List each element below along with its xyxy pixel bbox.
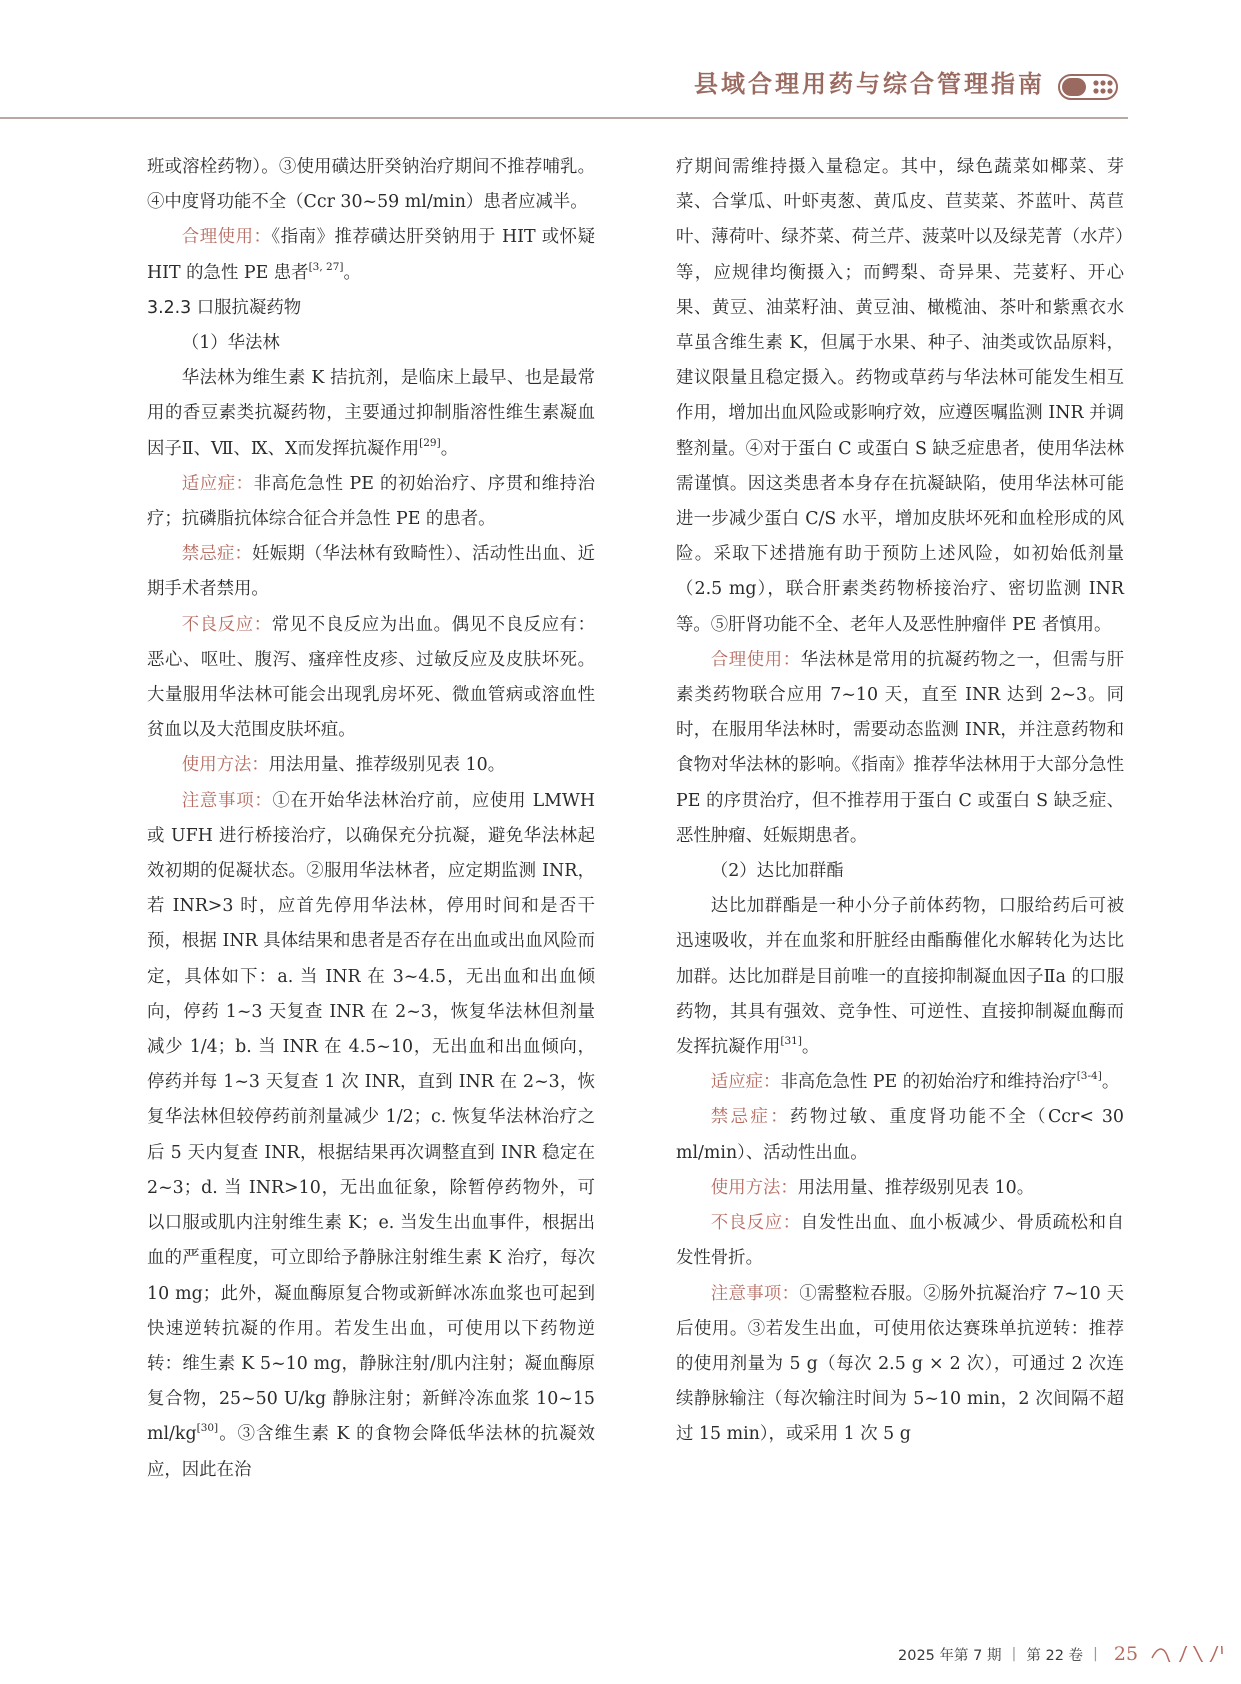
paragraph: 达比加群酯是一种小分子前体药物，口服给药后可被迅速吸收，并在血浆和肝脏经由酯酶催化水解转化为达比加群。达比加群是目前唯一的直接抑制凝血因子Ⅱa 的口服药物，其具有强效、竞争性、可逆性、直接抑制凝血酶而发挥抗凝作用[31]。 (676, 896, 1124, 1058)
journal-logo-icon (1058, 70, 1120, 104)
paragraph-rational-use: 合理使用：华法林是常用的抗凝药物之一，但需与肝素类药物联合应用 7~10 天，直至 INR 达到 2~3。同时，在服用华法林时，需要动态监测 INR，并注意药物和食物对华法林的影响。《指南》推荐华法林用于大部分急性 PE 的序贯治疗，但不推荐用于蛋白 C 或蛋白 S 缺乏症、恶性肿瘤、妊娠期患者。 (676, 649, 1124, 846)
section-label: 合理使用： (181, 227, 272, 248)
paragraph-usage: 使用方法：用法用量、推荐级别见表 10。 (181, 755, 506, 776)
section-label: 禁忌症： (181, 544, 253, 565)
right-column (676, 150, 1124, 1453)
citation: [30] (196, 1422, 219, 1435)
paragraph: 疗期间需维持摄入量稳定。其中，绿色蔬菜如椰菜、芽菜、合掌瓜、叶虾夷葱、黄瓜皮、苣荬菜、芥蓝叶、莴苣叶、薄荷叶、绿芥菜、荷兰芹、菠菜叶以及绿芜菁（水芹）等，应规律均衡摄入；而鳄梨、奇异果、芫荽籽、开心果、黄豆、油菜籽油、黄豆油、橄榄油、茶叶和紫熏衣水草虽含维生素 K，但属于水果、种子、油类或饮品原料，建议限量且稳定摄入。药物或草药与华法林可能发生相互作用，增加出血风险或影响疗效，应遵医嘱监测 INR 并调整剂量。④对于蛋白 C 或蛋白 S 缺乏症患者，使用华法林需谨慎。因这类患者本身存在抗凝缺陷，使用华法林可能进一步减少蛋白 C/S 水平，增加皮肤坏死和血栓形成的风险。采取下述措施有助于预防上述风险，如初始低剂量（2.5 mg），联合肝素类药物桥接治疗、密切监测 INR 等。⑤肝肾功能不全、老年人及恶性肿瘤伴 PE 者慎用。 (676, 157, 1124, 635)
left-column (147, 150, 595, 1488)
paragraph-contraindications: 禁忌症：妊娠期（华法林有致畸性）、活动性出血、近期手术者禁用。 (147, 544, 595, 600)
paragraph: 班或溶栓药物）。③使用磺达肝癸钠治疗期间不推荐哺乳。④中度肾功能不全（Ccr 30~59 ml/min）患者应减半。 (147, 157, 595, 213)
journal-title: 县域合理用药与综合管理指南 (694, 69, 1045, 98)
subsection-heading: 3.2.3 口服抗凝药物 (147, 297, 302, 318)
drug-heading: （2）达比加群酯 (710, 861, 844, 882)
citation: [31] (780, 1035, 802, 1048)
citation: [3-4] (1076, 1070, 1102, 1083)
issue-label: 2025 年第 7 期 (898, 1647, 1002, 1664)
paragraph-rational-use: 合理使用：《指南》推荐磺达肝癸钠用于 HIT 或怀疑 HIT 的急性 PE 患者[3, 27]。 (147, 227, 595, 283)
paragraph-adverse-reactions: 不良反应：自发性出血、血小板减少、骨质疏松和自发性骨折。 (676, 1213, 1124, 1269)
paragraph-precautions: 注意事项：①在开始华法林治疗前，应使用 LMWH 或 UFH 进行桥接治疗，以确保充分抗凝，避免华法林起效初期的促凝状态。②服用华法林者，应定期监测 INR，若 INR>3 时，应首先停用华法林，停用时间和是否干预，根据 INR 具体结果和患者是否存在出血或出血风险而定，具体如下：a. 当 INR 在 3~4.5，无出血和出血倾向，停药 1~3 天复查 INR 在 2~3，恢复华法林但剂量减少 1/4；b. 当 INR 在 4.5~10，无出血和出血倾向，停药并每 1~3 天复查 1 次 INR，直到 INR 在 2~3，恢复华法林但较停药前剂量减少 1/2；c. 恢复华法林治疗之后 5 天内复查 INR，根据结果再次调整直到 INR 稳定在 2~3；d. 当 INR>10，无出血征象，除暂停药物外，可以口服或肌内注射维生素 K；e. 当发生出血事件，根据出血的严重程度，可立即给予静脉注射维生素 K 治疗，每次 10 mg；此外，凝血酶原复合物或新鲜冰冻血浆也可起到快速逆转抗凝的作用。若发生出血，可使用以下药物逆转：维生素 K 5~10 mg，静脉注射/肌内注射；凝血酶原复合物，25~50 U/kg 静脉注射；新鲜冷冻血浆 10~15 ml/kg[30]。③含维生素 K 的食物会降低华法林的抗凝效应，因此在治 (147, 790, 595, 1480)
section-label: 使用方法： (181, 755, 269, 776)
paragraph-precautions: 注意事项：①需整粒吞服。②肠外抗凝治疗 7~10 天后使用。③若发生出血，可使用依达赛珠单抗逆转：推荐的使用剂量为 5 g（每次 2.5 g × 2 次），可通过 2 次连续静脉输注（每次输注时间为 5~10 min，2 次间隔不超过 15 min），或采用 1 次 5 g (676, 1283, 1124, 1445)
section-label: 注意事项： (710, 1283, 800, 1304)
paragraph-adverse-reactions: 不良反应：常见不良反应为出血。偶见不良反应有：恶心、呕吐、腹泻、瘙痒性皮疹、过敏反应及皮肤坏死。大量服用华法林可能会出现乳房坏死、微血管病或溶血性贫血以及大范围皮肤坏疽。 (147, 614, 595, 741)
section-label: 适应症： (710, 1072, 781, 1093)
citation: [29] (419, 436, 441, 449)
section-label: 不良反应： (181, 614, 272, 635)
paragraph-indications: 适应症：非高危急性 PE 的初始治疗、序贯和维持治疗；抗磷脂抗体综合征合并急性 PE 的患者。 (147, 473, 595, 530)
section-label: 合理使用： (710, 649, 801, 670)
section-label: 不良反应： (710, 1213, 801, 1234)
page-footer: 2025 年第 7 期 | 第 22 卷 | 25 (898, 1643, 1224, 1665)
section-label: 禁忌症： (710, 1107, 791, 1128)
citation: [3, 27] (308, 260, 344, 273)
paragraph-indications: 适应症：非高危急性 PE 的初始治疗和维持治疗[3-4]。 (710, 1070, 1120, 1093)
page-number: 25 (1113, 1643, 1139, 1665)
drug-heading: （1）华法林 (181, 333, 280, 354)
section-label: 使用方法： (710, 1177, 798, 1198)
wave-ornament-icon (1150, 1646, 1224, 1662)
paragraph-contraindications: 禁忌症：药物过敏、重度肾功能不全（Ccr< 30 ml/min）、活动性出血。 (676, 1107, 1124, 1163)
section-label: 适应症： (181, 473, 254, 494)
paragraph-usage: 使用方法：用法用量、推荐级别见表 10。 (710, 1177, 1035, 1198)
volume-label: 第 22 卷 (1026, 1647, 1084, 1664)
header-divider (0, 117, 1128, 119)
paragraph: 华法林为维生素 K 拮抗剂，是临床上最早、也是最常用的香豆素类抗凝药物，主要通过抑制脂溶性维生素凝血因子Ⅱ、Ⅶ、Ⅸ、Ⅹ而发挥抗凝作用[29]。 (147, 368, 595, 459)
section-label: 注意事项： (181, 790, 273, 811)
